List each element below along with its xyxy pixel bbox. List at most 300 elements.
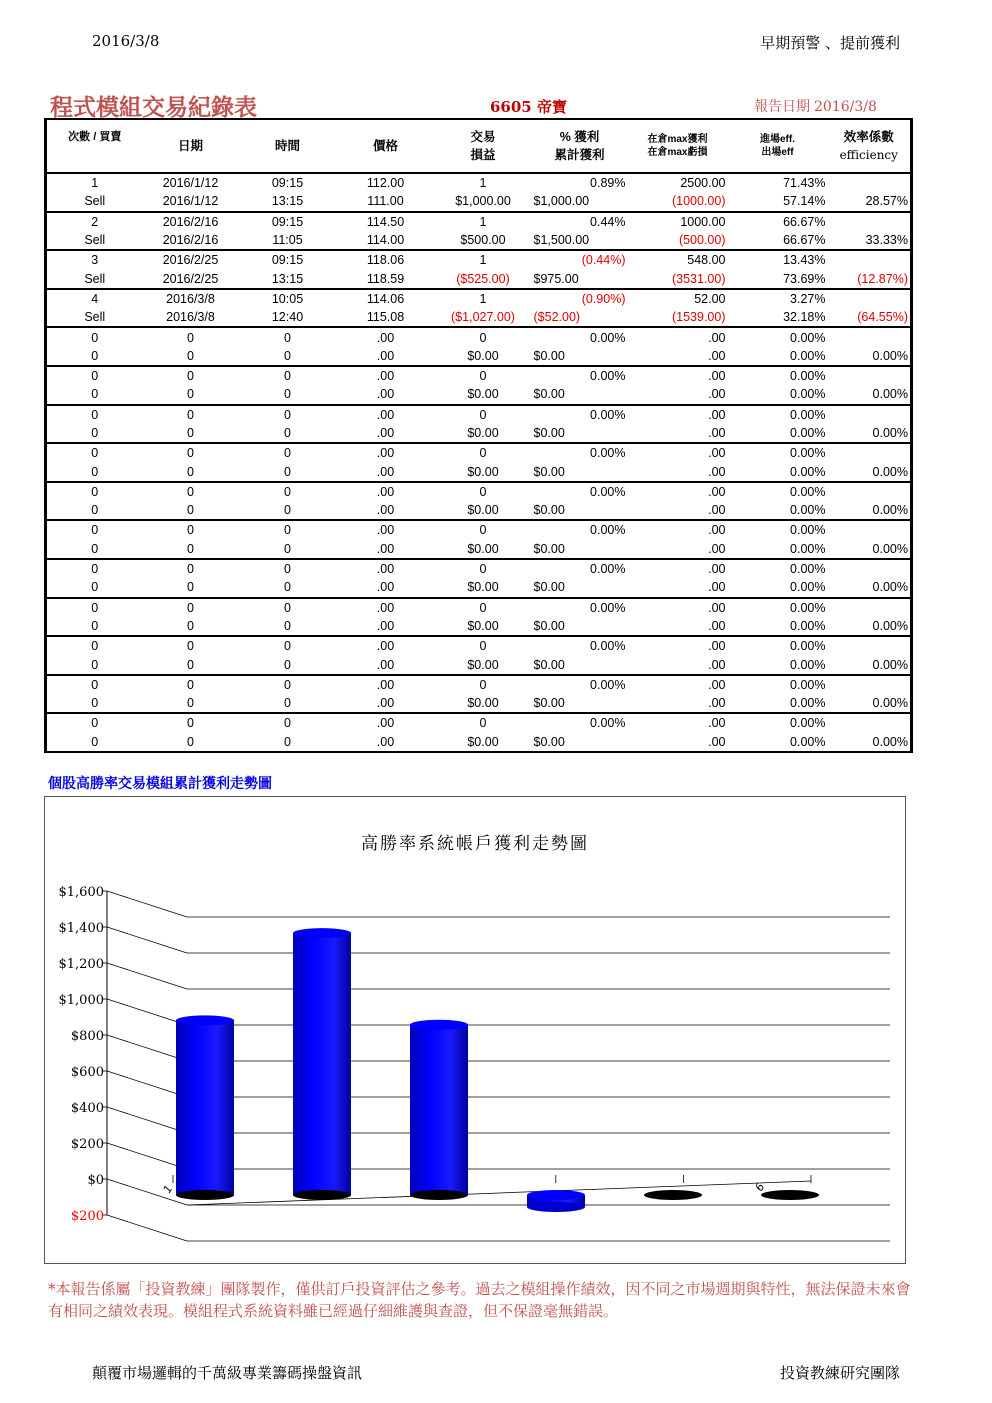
trade-entry-row bbox=[46, 559, 912, 578]
col-no-side: 次數 / 買賣 bbox=[46, 119, 143, 173]
trade-exit-row bbox=[46, 617, 912, 636]
col-eff-2: 出場eff bbox=[761, 147, 794, 158]
efficiency: 0.00% bbox=[828, 617, 912, 636]
col-efficiency bbox=[828, 119, 912, 173]
table-header-row bbox=[46, 119, 912, 173]
trade-pnl: $0.00 bbox=[435, 424, 532, 443]
profit-chart bbox=[44, 796, 906, 1264]
trade-entry-row bbox=[46, 443, 912, 462]
cumulative-pnl: $0.00 bbox=[532, 462, 628, 481]
cumulative-pnl: $0.00 bbox=[532, 655, 628, 674]
profit-pct: 0.00% bbox=[532, 366, 628, 385]
col-max bbox=[628, 119, 728, 173]
trade-entry-row bbox=[46, 713, 912, 732]
exit-time: 0 bbox=[239, 733, 337, 752]
exit-date: 0 bbox=[143, 655, 239, 674]
efficiency-blank bbox=[828, 713, 912, 732]
trade-entry-row bbox=[46, 482, 912, 501]
y-tick-label: $1,200 bbox=[58, 957, 104, 972]
bar-base bbox=[761, 1190, 819, 1200]
entry-qty: 0 bbox=[435, 713, 532, 732]
cumulative-pnl: $1,000.00 bbox=[532, 192, 628, 211]
report-title: 程式模組交易紀錄表 bbox=[50, 94, 257, 121]
exit-date: 0 bbox=[143, 347, 239, 366]
exit-price: .00 bbox=[337, 462, 435, 481]
trade-exit-row bbox=[46, 462, 912, 481]
entry-qty: 1 bbox=[435, 173, 532, 192]
depth-line bbox=[107, 927, 187, 953]
trade-entry-row bbox=[46, 520, 912, 539]
trade-no: 3 bbox=[46, 250, 143, 269]
bar-top bbox=[176, 1015, 234, 1025]
profit-pct: 0.00% bbox=[532, 559, 628, 578]
entry-date: 0 bbox=[143, 520, 239, 539]
efficiency-blank bbox=[828, 173, 912, 192]
entry-time: 09:15 bbox=[239, 212, 337, 231]
trade-exit-row bbox=[46, 192, 912, 211]
entry-eff: 0.00% bbox=[728, 405, 828, 424]
trade-no: 0 bbox=[46, 636, 143, 655]
footer-left: 顛覆市場邏輯的千萬級專業籌碼操盤資訊 bbox=[92, 1364, 363, 1382]
trade-exit-row bbox=[46, 347, 912, 366]
trade-entry-row bbox=[46, 366, 912, 385]
max-loss: .00 bbox=[628, 540, 728, 559]
trade-entry-row bbox=[46, 212, 912, 231]
trade-pnl: $0.00 bbox=[435, 385, 532, 404]
exit-eff: 0.00% bbox=[728, 424, 828, 443]
entry-eff: 66.67% bbox=[728, 212, 828, 231]
max-profit: .00 bbox=[628, 443, 728, 462]
entry-price: 112.00 bbox=[337, 173, 435, 192]
exit-eff: 0.00% bbox=[728, 501, 828, 520]
exit-date: 0 bbox=[143, 540, 239, 559]
efficiency-blank bbox=[828, 212, 912, 231]
col-eff-1: 進場eff. bbox=[760, 134, 795, 145]
trade-side: Sell bbox=[46, 231, 143, 250]
trade-exit-row bbox=[46, 733, 912, 752]
exit-eff: 57.14% bbox=[728, 192, 828, 211]
exit-price: 118.59 bbox=[337, 269, 435, 288]
trade-exit-row bbox=[46, 655, 912, 674]
cumulative-pnl: $0.00 bbox=[532, 347, 628, 366]
depth-line bbox=[107, 963, 187, 989]
efficiency: (64.55%) bbox=[828, 308, 912, 327]
trade-exit-row bbox=[46, 540, 912, 559]
trade-exit-row bbox=[46, 231, 912, 250]
entry-eff: 0.00% bbox=[728, 559, 828, 578]
trade-no: 0 bbox=[46, 520, 143, 539]
x-axis-back bbox=[187, 1181, 811, 1205]
exit-time: 0 bbox=[239, 540, 337, 559]
entry-date: 0 bbox=[143, 559, 239, 578]
entry-price: .00 bbox=[337, 443, 435, 462]
exit-eff: 0.00% bbox=[728, 462, 828, 481]
efficiency: 0.00% bbox=[828, 655, 912, 674]
exit-time: 0 bbox=[239, 424, 337, 443]
profit-pct: 0.00% bbox=[532, 443, 628, 462]
entry-qty: 0 bbox=[435, 520, 532, 539]
efficiency: 0.00% bbox=[828, 540, 912, 559]
profit-pct: (0.90%) bbox=[532, 289, 628, 308]
max-profit: .00 bbox=[628, 327, 728, 346]
entry-eff: 0.00% bbox=[728, 636, 828, 655]
entry-time: 0 bbox=[239, 327, 337, 346]
efficiency-blank bbox=[828, 675, 912, 694]
max-loss: .00 bbox=[628, 385, 728, 404]
entry-time: 0 bbox=[239, 405, 337, 424]
report-date-label: 報告日期 bbox=[754, 99, 810, 115]
entry-eff: 0.00% bbox=[728, 713, 828, 732]
depth-line bbox=[107, 1179, 187, 1205]
bar-top bbox=[410, 1020, 468, 1030]
entry-time: 0 bbox=[239, 366, 337, 385]
entry-qty: 0 bbox=[435, 675, 532, 694]
exit-eff: 0.00% bbox=[728, 385, 828, 404]
max-loss: .00 bbox=[628, 578, 728, 597]
trade-no: 0 bbox=[46, 366, 143, 385]
header-date: 2016/3/8 bbox=[92, 32, 160, 50]
cumulative-pnl: ($52.00) bbox=[532, 308, 628, 327]
trade-no: 4 bbox=[46, 289, 143, 308]
entry-price: .00 bbox=[337, 559, 435, 578]
trade-side: 0 bbox=[46, 385, 143, 404]
y-tick-label: $400 bbox=[70, 1101, 104, 1116]
col-pct bbox=[532, 119, 628, 173]
entry-eff: 0.00% bbox=[728, 520, 828, 539]
efficiency: (12.87%) bbox=[828, 269, 912, 288]
exit-time: 0 bbox=[239, 694, 337, 713]
trade-no: 0 bbox=[46, 559, 143, 578]
entry-eff: 71.43% bbox=[728, 173, 828, 192]
efficiency-blank bbox=[828, 482, 912, 501]
entry-eff: 0.00% bbox=[728, 675, 828, 694]
entry-date: 0 bbox=[143, 713, 239, 732]
efficiency-blank bbox=[828, 250, 912, 269]
trade-entry-row bbox=[46, 289, 912, 308]
chart-title: 高勝率系統帳戶獲利走勢圖 bbox=[361, 834, 589, 854]
efficiency: 0.00% bbox=[828, 385, 912, 404]
trade-no: 0 bbox=[46, 405, 143, 424]
efficiency: 0.00% bbox=[828, 733, 912, 752]
efficiency-blank bbox=[828, 405, 912, 424]
exit-price: .00 bbox=[337, 694, 435, 713]
efficiency: 0.00% bbox=[828, 501, 912, 520]
trade-exit-row bbox=[46, 385, 912, 404]
max-profit: .00 bbox=[628, 636, 728, 655]
cumulative-pnl: $975.00 bbox=[532, 269, 628, 288]
trade-side: 0 bbox=[46, 347, 143, 366]
col-pct-1: % 獲利 bbox=[559, 130, 600, 144]
entry-qty: 0 bbox=[435, 366, 532, 385]
exit-eff: 73.69% bbox=[728, 269, 828, 288]
col-pnl-1: 交易 bbox=[470, 130, 496, 144]
max-profit: .00 bbox=[628, 598, 728, 617]
efficiency-blank bbox=[828, 598, 912, 617]
trade-pnl: $0.00 bbox=[435, 578, 532, 597]
bar-top bbox=[527, 1190, 585, 1200]
efficiency-blank bbox=[828, 366, 912, 385]
bar-base bbox=[176, 1190, 234, 1200]
exit-time: 0 bbox=[239, 501, 337, 520]
depth-line bbox=[107, 1107, 187, 1133]
entry-date: 0 bbox=[143, 675, 239, 694]
trade-exit-row bbox=[46, 269, 912, 288]
trade-entry-row bbox=[46, 405, 912, 424]
col-price: 價格 bbox=[337, 119, 435, 173]
entry-eff: 3.27% bbox=[728, 289, 828, 308]
trade-no: 0 bbox=[46, 327, 143, 346]
trade-exit-row bbox=[46, 424, 912, 443]
col-date: 日期 bbox=[143, 119, 239, 173]
entry-qty: 1 bbox=[435, 250, 532, 269]
max-loss: .00 bbox=[628, 733, 728, 752]
profit-pct: 0.00% bbox=[532, 520, 628, 539]
exit-price: .00 bbox=[337, 655, 435, 674]
max-loss: .00 bbox=[628, 617, 728, 636]
max-loss: (1000.00) bbox=[628, 192, 728, 211]
exit-time: 12:40 bbox=[239, 308, 337, 327]
chart-heading: 個股高勝率交易模組累計獲利走勢圖 bbox=[48, 776, 272, 792]
cumulative-pnl: $0.00 bbox=[532, 694, 628, 713]
entry-qty: 0 bbox=[435, 636, 532, 655]
max-profit: .00 bbox=[628, 366, 728, 385]
depth-line bbox=[107, 1143, 187, 1169]
entry-time: 0 bbox=[239, 636, 337, 655]
max-profit: 2500.00 bbox=[628, 173, 728, 192]
trade-no: 0 bbox=[46, 443, 143, 462]
trade-pnl: $0.00 bbox=[435, 540, 532, 559]
trade-side: 0 bbox=[46, 733, 143, 752]
efficiency-blank bbox=[828, 520, 912, 539]
entry-date: 0 bbox=[143, 405, 239, 424]
exit-date: 2016/2/16 bbox=[143, 231, 239, 250]
bar-base bbox=[644, 1190, 702, 1200]
entry-time: 0 bbox=[239, 520, 337, 539]
exit-price: .00 bbox=[337, 501, 435, 520]
exit-price: .00 bbox=[337, 617, 435, 636]
exit-date: 0 bbox=[143, 501, 239, 520]
entry-eff: 0.00% bbox=[728, 443, 828, 462]
col-eff bbox=[728, 119, 828, 173]
entry-qty: 0 bbox=[435, 482, 532, 501]
trade-pnl: ($1,027.00) bbox=[435, 308, 532, 327]
max-profit: .00 bbox=[628, 675, 728, 694]
trade-pnl: $0.00 bbox=[435, 617, 532, 636]
trade-no: 0 bbox=[46, 675, 143, 694]
exit-price: .00 bbox=[337, 578, 435, 597]
trade-pnl: ($525.00) bbox=[435, 269, 532, 288]
entry-time: 0 bbox=[239, 482, 337, 501]
col-efficiency-2: efficiency bbox=[839, 148, 898, 162]
cumulative-pnl: $0.00 bbox=[532, 733, 628, 752]
max-loss: .00 bbox=[628, 694, 728, 713]
entry-date: 2016/2/25 bbox=[143, 250, 239, 269]
max-loss: (1539.00) bbox=[628, 308, 728, 327]
entry-price: .00 bbox=[337, 327, 435, 346]
entry-price: .00 bbox=[337, 366, 435, 385]
entry-qty: 1 bbox=[435, 289, 532, 308]
entry-eff: 0.00% bbox=[728, 598, 828, 617]
entry-qty: 0 bbox=[435, 443, 532, 462]
exit-date: 0 bbox=[143, 617, 239, 636]
profit-pct: 0.00% bbox=[532, 675, 628, 694]
efficiency-blank bbox=[828, 559, 912, 578]
exit-time: 0 bbox=[239, 347, 337, 366]
profit-pct: 0.00% bbox=[532, 598, 628, 617]
cumulative-pnl: $0.00 bbox=[532, 385, 628, 404]
profit-pct: 0.00% bbox=[532, 405, 628, 424]
y-tick-label: $1,600 bbox=[58, 885, 104, 900]
max-profit: .00 bbox=[628, 520, 728, 539]
col-time: 時間 bbox=[239, 119, 337, 173]
y-tick-label: $1,000 bbox=[58, 993, 104, 1008]
exit-time: 0 bbox=[239, 617, 337, 636]
entry-date: 2016/1/12 bbox=[143, 173, 239, 192]
trade-pnl: $0.00 bbox=[435, 655, 532, 674]
entry-time: 0 bbox=[239, 675, 337, 694]
trade-no: 2 bbox=[46, 212, 143, 231]
efficiency-blank bbox=[828, 636, 912, 655]
max-profit: 548.00 bbox=[628, 250, 728, 269]
trade-side: Sell bbox=[46, 269, 143, 288]
y-tick-label: $200 bbox=[70, 1209, 104, 1224]
max-profit: 1000.00 bbox=[628, 212, 728, 231]
entry-time: 09:15 bbox=[239, 250, 337, 269]
x-label-last: 6 bbox=[752, 1180, 768, 1194]
bar-base bbox=[410, 1190, 468, 1200]
profit-chart-svg bbox=[45, 797, 905, 1263]
efficiency: 0.00% bbox=[828, 462, 912, 481]
efficiency: 0.00% bbox=[828, 694, 912, 713]
profit-pct: (0.44%) bbox=[532, 250, 628, 269]
trade-no: 0 bbox=[46, 482, 143, 501]
col-pnl-2: 損益 bbox=[470, 148, 496, 162]
exit-price: .00 bbox=[337, 347, 435, 366]
entry-date: 0 bbox=[143, 482, 239, 501]
entry-time: 09:15 bbox=[239, 173, 337, 192]
exit-eff: 0.00% bbox=[728, 694, 828, 713]
trade-side: 0 bbox=[46, 462, 143, 481]
y-tick-label: $200 bbox=[70, 1137, 104, 1152]
exit-eff: 0.00% bbox=[728, 655, 828, 674]
trade-side: 0 bbox=[46, 578, 143, 597]
report-date bbox=[754, 96, 877, 116]
trade-side: Sell bbox=[46, 192, 143, 211]
entry-eff: 0.00% bbox=[728, 366, 828, 385]
report-date-value: 2016/3/8 bbox=[814, 99, 877, 115]
entry-price: .00 bbox=[337, 713, 435, 732]
profit-pct: 0.44% bbox=[532, 212, 628, 231]
y-tick-label: $800 bbox=[70, 1029, 104, 1044]
depth-line bbox=[107, 999, 187, 1025]
cumulative-pnl: $0.00 bbox=[532, 424, 628, 443]
cumulative-pnl: $1,500.00 bbox=[532, 231, 628, 250]
bar bbox=[410, 1025, 468, 1195]
trade-side: 0 bbox=[46, 501, 143, 520]
max-profit: .00 bbox=[628, 482, 728, 501]
trade-no: 0 bbox=[46, 713, 143, 732]
entry-date: 0 bbox=[143, 598, 239, 617]
max-loss: .00 bbox=[628, 655, 728, 674]
efficiency: 33.33% bbox=[828, 231, 912, 250]
col-max-1: 在倉max獲利 bbox=[647, 134, 708, 145]
entry-date: 2016/2/16 bbox=[143, 212, 239, 231]
max-profit: .00 bbox=[628, 559, 728, 578]
exit-price: 111.00 bbox=[337, 192, 435, 211]
entry-time: 10:05 bbox=[239, 289, 337, 308]
exit-date: 0 bbox=[143, 462, 239, 481]
entry-qty: 0 bbox=[435, 559, 532, 578]
entry-date: 0 bbox=[143, 443, 239, 462]
exit-date: 0 bbox=[143, 578, 239, 597]
exit-date: 0 bbox=[143, 694, 239, 713]
bar-base bbox=[293, 1190, 351, 1200]
entry-time: 0 bbox=[239, 713, 337, 732]
max-profit: .00 bbox=[628, 405, 728, 424]
exit-eff: 0.00% bbox=[728, 540, 828, 559]
entry-price: 114.50 bbox=[337, 212, 435, 231]
trade-side: 0 bbox=[46, 694, 143, 713]
trade-exit-row bbox=[46, 308, 912, 327]
efficiency: 28.57% bbox=[828, 192, 912, 211]
exit-eff: 0.00% bbox=[728, 578, 828, 597]
exit-price: .00 bbox=[337, 385, 435, 404]
exit-time: 0 bbox=[239, 578, 337, 597]
profit-pct: 0.89% bbox=[532, 173, 628, 192]
efficiency-blank bbox=[828, 443, 912, 462]
exit-time: 13:15 bbox=[239, 192, 337, 211]
exit-date: 0 bbox=[143, 733, 239, 752]
max-loss: .00 bbox=[628, 347, 728, 366]
trade-side: Sell bbox=[46, 308, 143, 327]
exit-eff: 0.00% bbox=[728, 733, 828, 752]
bar-top bbox=[293, 928, 351, 938]
exit-price: .00 bbox=[337, 733, 435, 752]
trade-pnl: $0.00 bbox=[435, 694, 532, 713]
trade-side: 0 bbox=[46, 424, 143, 443]
entry-date: 0 bbox=[143, 366, 239, 385]
entry-eff: 0.00% bbox=[728, 327, 828, 346]
max-loss: .00 bbox=[628, 424, 728, 443]
trade-no: 1 bbox=[46, 173, 143, 192]
disclaimer: *本報告係屬「投資教練」團隊製作，僅供訂戶投資評估之參考。過去之模組操作績效，因不同之市場週期與特性，無法保證未來會有相同之績效表現。模組程式系統資料雖已經過仔細維護與查證，但不保證毫無錯誤。 bbox=[48, 1280, 911, 1320]
trade-exit-row bbox=[46, 694, 912, 713]
trade-side: 0 bbox=[46, 540, 143, 559]
entry-qty: 0 bbox=[435, 598, 532, 617]
efficiency: 0.00% bbox=[828, 347, 912, 366]
exit-date: 2016/1/12 bbox=[143, 192, 239, 211]
entry-price: .00 bbox=[337, 405, 435, 424]
entry-price: .00 bbox=[337, 482, 435, 501]
max-profit: .00 bbox=[628, 713, 728, 732]
cumulative-pnl: $0.00 bbox=[532, 501, 628, 520]
entry-qty: 0 bbox=[435, 405, 532, 424]
bar bbox=[176, 1020, 234, 1195]
trade-entry-row bbox=[46, 250, 912, 269]
entry-price: 114.06 bbox=[337, 289, 435, 308]
exit-eff: 32.18% bbox=[728, 308, 828, 327]
trade-entry-row bbox=[46, 598, 912, 617]
max-profit: 52.00 bbox=[628, 289, 728, 308]
trade-pnl: $0.00 bbox=[435, 462, 532, 481]
entry-time: 0 bbox=[239, 598, 337, 617]
efficiency-blank bbox=[828, 289, 912, 308]
efficiency-blank bbox=[828, 327, 912, 346]
trade-table-body bbox=[46, 173, 912, 752]
entry-price: .00 bbox=[337, 636, 435, 655]
entry-price: .00 bbox=[337, 598, 435, 617]
trade-entry-row bbox=[46, 675, 912, 694]
